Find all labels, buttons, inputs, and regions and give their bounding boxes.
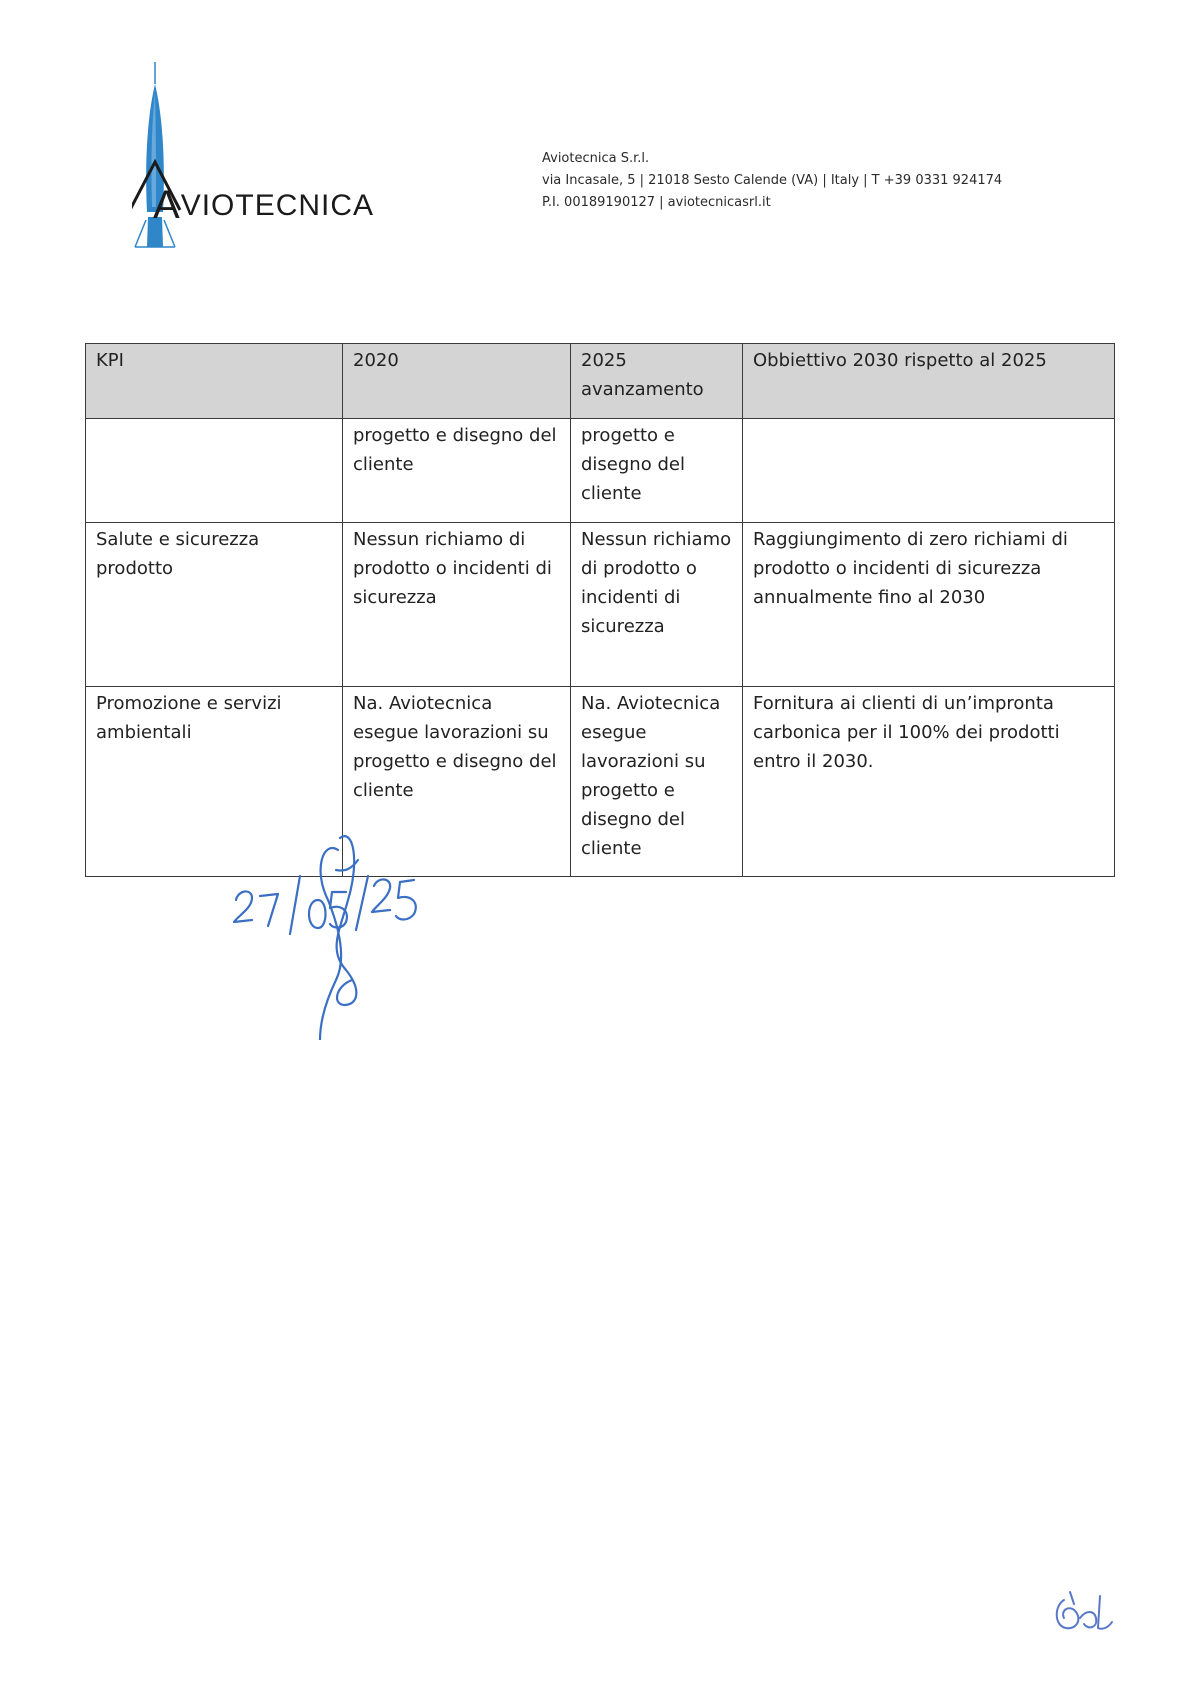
company-info xyxy=(542,148,1002,214)
cell-2020: Na. Aviotecnica esegue lavorazioni su progetto e disegno del cliente xyxy=(343,687,571,877)
header-target-2030: Obbiettivo 2030 rispetto al 2025 xyxy=(743,344,1115,419)
handwritten-initials xyxy=(1050,1588,1120,1638)
company-logo xyxy=(132,62,392,277)
cell-2020: progetto e disegno del cliente xyxy=(343,419,571,523)
table-row xyxy=(86,419,1115,523)
table-row xyxy=(86,523,1115,687)
company-address: via Incasale, 5 | 21018 Sesto Calende (VA) | Italy | T +39 0331 924174 xyxy=(542,173,1003,188)
company-vat: P.I. 00189190127 | aviotecnicasrl.it xyxy=(542,195,771,210)
handwritten-signature xyxy=(228,830,448,1040)
cell-target xyxy=(743,419,1115,523)
cell-target: Fornitura ai clienti di un’impronta carbonica per il 100% dei prodotti entro il 2030. xyxy=(743,687,1115,877)
cell-kpi: Promozione e servizi ambientali xyxy=(86,687,343,877)
cell-2025: progetto e disegno del cliente xyxy=(571,419,743,523)
table-header-row xyxy=(86,344,1115,419)
rocket-logo-icon xyxy=(132,62,392,277)
cell-2025: Nessun richiamo di prodotto o incidenti di sicurezza xyxy=(571,523,743,687)
header-2025: 2025 avanzamento xyxy=(571,344,743,419)
cell-kpi xyxy=(86,419,343,523)
cell-2025: Na. Aviotecnica esegue lavorazioni su progetto e disegno del cliente xyxy=(571,687,743,877)
cell-kpi: Salute e sicurezza prodotto xyxy=(86,523,343,687)
company-name: Aviotecnica S.r.l. xyxy=(542,151,650,166)
cell-target: Raggiungimento di zero richiami di prodotto o incidenti di sicurezza annualmente fino al 2030 xyxy=(743,523,1115,687)
header-2020: 2020 xyxy=(343,344,571,419)
cell-2020: Nessun richiamo di prodotto o incidenti di sicurezza xyxy=(343,523,571,687)
kpi-table xyxy=(85,343,1115,877)
logo-wordmark: AVIOTECNICA xyxy=(153,183,375,227)
header-kpi: KPI xyxy=(86,344,343,419)
